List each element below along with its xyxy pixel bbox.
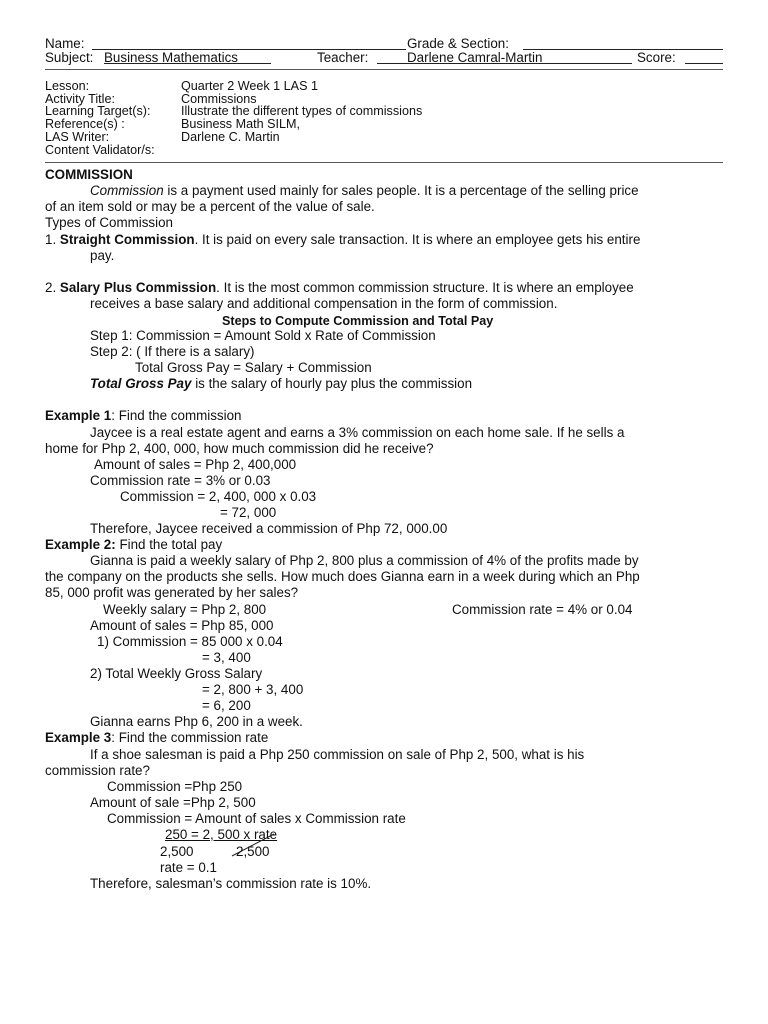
grade-section-field[interactable]	[523, 49, 723, 50]
tgp-text: is the salary of hourly pay plus the commission	[191, 376, 473, 391]
definition-line-2: of an item sold or may be a percent of the value of sale.	[45, 199, 375, 214]
example-3-conclusion: Therefore, salesman’s commission rate is 10%.	[90, 876, 372, 891]
example-1-problem-2: home for Php 2, 400, 000, how much commission did he receive?	[45, 441, 434, 456]
definition-line-1	[90, 183, 639, 199]
example-3-line-2: Amount of sale =Php 2, 500	[90, 795, 256, 810]
example-1-line-2: Commission rate = 3% or 0.03	[90, 473, 271, 488]
step-2: Step 2: ( If there is a salary)	[90, 344, 255, 359]
type-1-term: Straight Commission	[59, 232, 195, 247]
type-2-term: Salary Plus Commission	[59, 280, 217, 295]
reference-value: Business Math SILM,	[181, 117, 300, 131]
type-1-text: . It is paid on every sale transaction. It is where an employee gets his entire	[194, 232, 641, 247]
steps-heading: Steps to Compute Commission and Total Pay	[222, 314, 494, 328]
tgp-definition	[90, 376, 472, 392]
type-2-line-1	[45, 280, 634, 296]
example-1-task: : Find the commission	[111, 408, 242, 423]
type-1-line-2: pay.	[90, 248, 115, 263]
example-2-title	[45, 537, 222, 553]
example-2-line-6: = 2, 800 + 3, 400	[202, 682, 304, 697]
writer-label: LAS Writer:	[45, 130, 110, 144]
example-1-conclusion: Therefore, Jaycee received a commission of Php 72, 000.00	[90, 521, 448, 536]
section-heading: COMMISSION	[45, 167, 133, 182]
reference-label: Reference(s) :	[45, 117, 125, 131]
example-3-line-4: 250 = 2, 500 x rate	[165, 827, 278, 842]
teacher-label: Teacher:	[317, 50, 369, 65]
definition-term: Commission	[90, 183, 164, 198]
score-field[interactable]	[685, 63, 723, 64]
step-2-formula: Total Gross Pay = Salary + Commission	[135, 360, 372, 375]
grade-label: Grade & Section:	[407, 36, 509, 51]
info-divider	[45, 162, 723, 163]
example-1-label: Example 1	[45, 408, 112, 423]
example-2-task: Find the total pay	[115, 537, 223, 552]
type-1-number: 1.	[45, 232, 60, 247]
definition-text: is a payment used mainly for sales people. It is a percentage of the selling price	[163, 183, 639, 198]
example-2-line-2: Amount of sales = Php 85, 000	[90, 618, 274, 633]
tgp-term: Total Gross Pay	[90, 376, 192, 391]
example-3-task: : Find the commission rate	[111, 730, 269, 745]
example-3-line-6: rate = 0.1	[160, 860, 217, 875]
subject-value: Business Mathematics	[104, 50, 238, 65]
example-2-line-7: = 6, 200	[202, 698, 251, 713]
teacher-value: Darlene Camral-Martin	[407, 50, 543, 65]
example-2-line-1b: Commission rate = 4% or 0.04	[452, 602, 633, 617]
example-3-line-3: Commission = Amount of sales x Commission rate	[107, 811, 406, 826]
example-2-line-4: = 3, 400	[202, 650, 251, 665]
example-1-title	[45, 408, 241, 424]
target-label: Learning Target(s):	[45, 104, 151, 118]
types-heading: Types of Commission	[45, 215, 173, 230]
example-2-line-1a: Weekly salary = Php 2, 800	[103, 602, 267, 617]
type-2-text: . It is the most common commission structure. It is where an employee	[216, 280, 634, 295]
example-3-problem-1: If a shoe salesman is paid a Php 250 commission on sale of Php 2, 500, what is his	[90, 747, 585, 762]
example-1-line-1: Amount of sales = Php 2, 400,000	[94, 457, 297, 472]
writer-value: Darlene C. Martin	[181, 130, 280, 144]
activity-label: Activity Title:	[45, 92, 115, 106]
example-1-line-3: Commission = 2, 400, 000 x 0.03	[120, 489, 317, 504]
step-1: Step 1: Commission = Amount Sold x Rate of Commission	[90, 328, 436, 343]
subject-label: Subject:	[45, 50, 94, 65]
example-3-line-1: Commission =Php 250	[107, 779, 243, 794]
example-2-problem-3: 85, 000 profit was generated by her sales?	[45, 585, 299, 600]
example-3-label: Example 3	[45, 730, 112, 745]
activity-value: Commissions	[181, 92, 257, 106]
example-3-denominator-right: 2,500	[236, 844, 270, 859]
lesson-label: Lesson:	[45, 79, 90, 93]
example-2-problem-2: the company on the products she sells. How much does Gianna earn in a week during which an Php	[45, 569, 640, 584]
teacher-underline	[377, 63, 632, 64]
example-3-title	[45, 730, 268, 746]
header-divider	[45, 69, 723, 70]
type-1-line-1	[45, 232, 640, 248]
example-3-problem-2: commission rate?	[45, 763, 150, 778]
name-label: Name:	[45, 36, 85, 51]
example-1-problem-1: Jaycee is a real estate agent and earns a 3% commission on each home sale. If he sells a	[90, 425, 625, 440]
example-1-line-4: = 72, 000	[220, 505, 277, 520]
score-label: Score:	[637, 50, 676, 65]
validator-label: Content Validator/s:	[45, 143, 155, 157]
type-2-number: 2.	[45, 280, 60, 295]
type-2-line-2: receives a base salary and additional compensation in the form of commission.	[90, 296, 558, 311]
subject-underline	[104, 63, 271, 64]
lesson-value: Quarter 2 Week 1 LAS 1	[181, 79, 318, 93]
example-2-line-5: 2) Total Weekly Gross Salary	[90, 666, 263, 681]
example-3-denominator-left: 2,500	[160, 844, 194, 859]
example-2-problem-1: Gianna is paid a weekly salary of Php 2, 800 plus a commission of 4% of the profits made by	[90, 553, 639, 568]
example-2-label: Example 2:	[45, 537, 116, 552]
example-2-line-3: 1) Commission = 85 000 x 0.04	[97, 634, 283, 649]
example-2-conclusion: Gianna earns Php 6, 200 in a week.	[90, 714, 303, 729]
target-value: Illustrate the different types of commissions	[181, 104, 423, 118]
